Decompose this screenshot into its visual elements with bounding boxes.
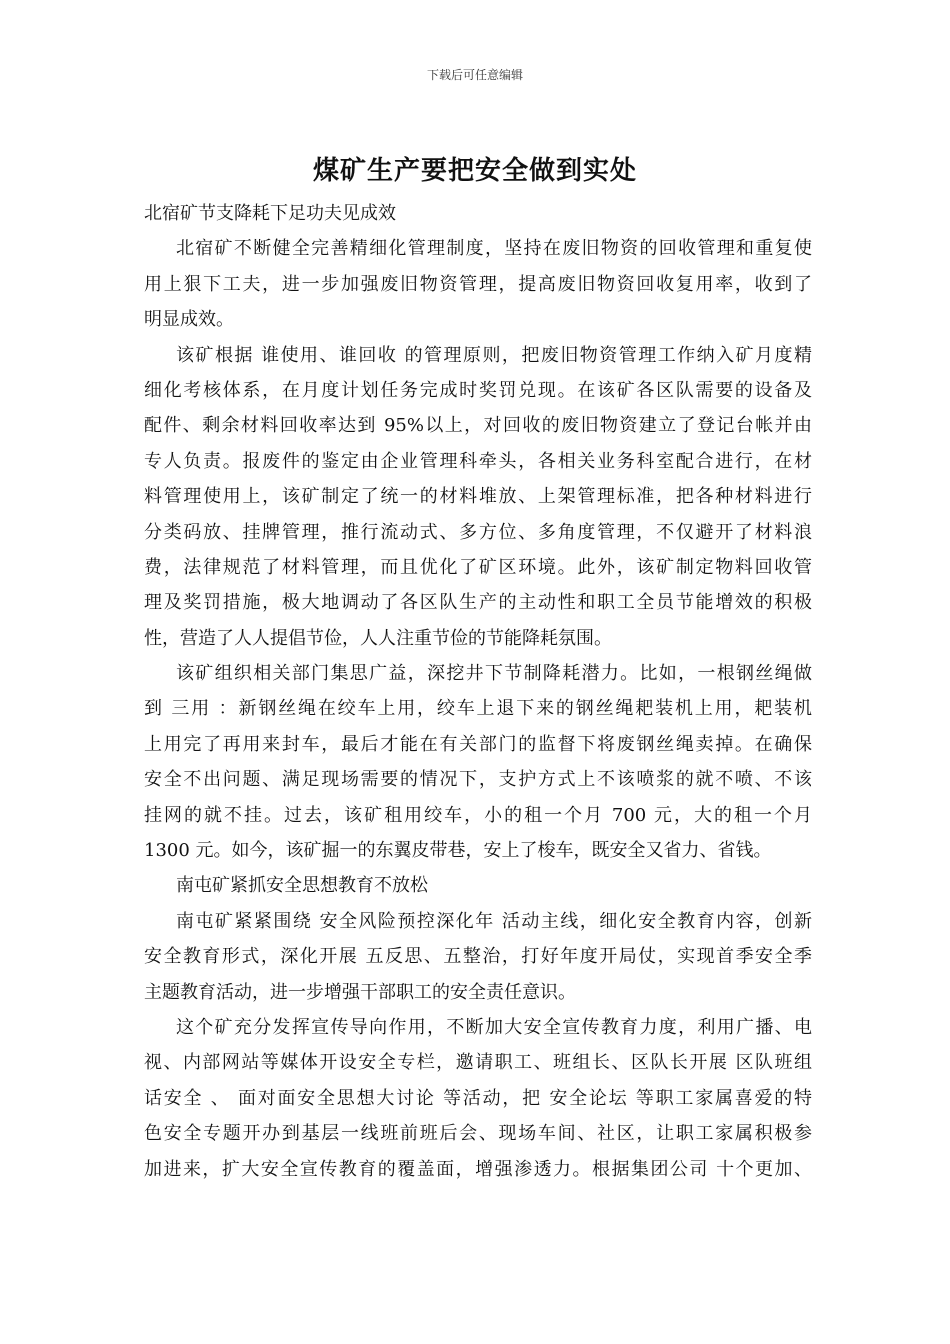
body-line: 细化考核体系，在月度计划任务完成时奖罚兑现。在该矿各区队需要的设备及 xyxy=(144,379,812,401)
header-note: 下载后可任意编辑 xyxy=(426,68,523,82)
body-line: 挂网的就不挂。过去，该矿租用绞车，小的租一个月 700 元，大的租一个月 xyxy=(144,804,812,826)
body-line: 该矿根据 谁使用、谁回收 的管理原则，把废旧物资管理工作纳入矿月度精 xyxy=(176,344,812,366)
body-line: 安全不出问题、满足现场需要的情况下，支护方式上不该喷浆的就不喷、不该 xyxy=(144,769,812,791)
body-line: 主题教育活动，进一步增强干部职工的安全责任意识。 xyxy=(144,981,576,1003)
document-title: 煤矿生产要把安全做到实处 xyxy=(312,156,637,186)
body-line: 上用完了再用来封车，最后才能在有关部门的监督下将废钢丝绳卖掉。在确保 xyxy=(144,733,812,755)
body-line: 话安全 、 面对面安全思想大讨论 等活动，把 安全论坛 等职工家属喜爱的特 xyxy=(144,1087,812,1109)
body-line: 性，营造了人人提倡节俭，人人注重节俭的节能降耗氛围。 xyxy=(144,627,612,649)
body-line: 1300 元。如今，该矿掘一的东翼皮带巷，安上了梭车，既安全又省力、省钱。 xyxy=(144,840,772,862)
body-line: 用上狠下工夫，进一步加强废旧物资管理，提高废旧物资回收复用率，收到了 xyxy=(144,273,812,295)
body-line: 色安全专题开办到基层一线班前班后会、现场车间、社区，让职工家属积极参 xyxy=(144,1123,812,1145)
body-line: 专人负责。报废件的鉴定由企业管理科牵头，各相关业务科室配合进行，在材 xyxy=(144,450,812,472)
body-line: 加进来，扩大安全宣传教育的覆盖面，增强渗透力。根据集团公司 十个更加、 xyxy=(144,1158,812,1180)
document-body xyxy=(144,196,812,1187)
body-line: 安全教育形式，深化开展 五反思、五整治，打好年度开局仗，实现首季安全季 xyxy=(144,946,812,968)
body-line: 费，法律规范了材料管理，而且优化了矿区环境。此外，该矿制定物料回收管 xyxy=(144,556,812,578)
body-line: 视、内部网站等媒体开设安全专栏，邀请职工、班组长、区队长开展 区队班组 xyxy=(144,1052,812,1074)
body-line: 理及奖罚措施，极大地调动了各区队生产的主动性和职工全员节能增效的积极 xyxy=(144,592,812,614)
body-line: 料管理使用上，该矿制定了统一的材料堆放、上架管理标准，把各种材料进行 xyxy=(144,486,812,508)
body-line: 南屯矿紧抓安全思想教育不放松 xyxy=(176,875,428,897)
body-line: 这个矿充分发挥宣传导向作用，不断加大安全宣传教育力度，利用广播、电 xyxy=(176,1016,812,1038)
body-line: 明显成效。 xyxy=(144,309,234,331)
body-line: 南屯矿紧紧围绕 安全风险预控深化年 活动主线，细化安全教育内容，创新 xyxy=(176,910,812,932)
body-line: 到 三用 ：新钢丝绳在绞车上用，绞车上退下来的钢丝绳耙装机上用，耙装机 xyxy=(144,698,812,720)
body-line: 该矿组织相关部门集思广益，深挖井下节制降耗潜力。比如，一根钢丝绳做 xyxy=(176,663,812,685)
body-line: 分类码放、挂牌管理，推行流动式、多方位、多角度管理，不仅避开了材料浪 xyxy=(144,521,812,543)
body-line: 配件、剩余材料回收率达到 95%以上，对回收的废旧物资建立了登记台帐并由 xyxy=(144,415,812,437)
body-line: 北宿矿不断健全完善精细化管理制度，坚持在废旧物资的回收管理和重复使 xyxy=(176,238,812,260)
body-line: 北宿矿节支降耗下足功夫见成效 xyxy=(144,203,396,224)
